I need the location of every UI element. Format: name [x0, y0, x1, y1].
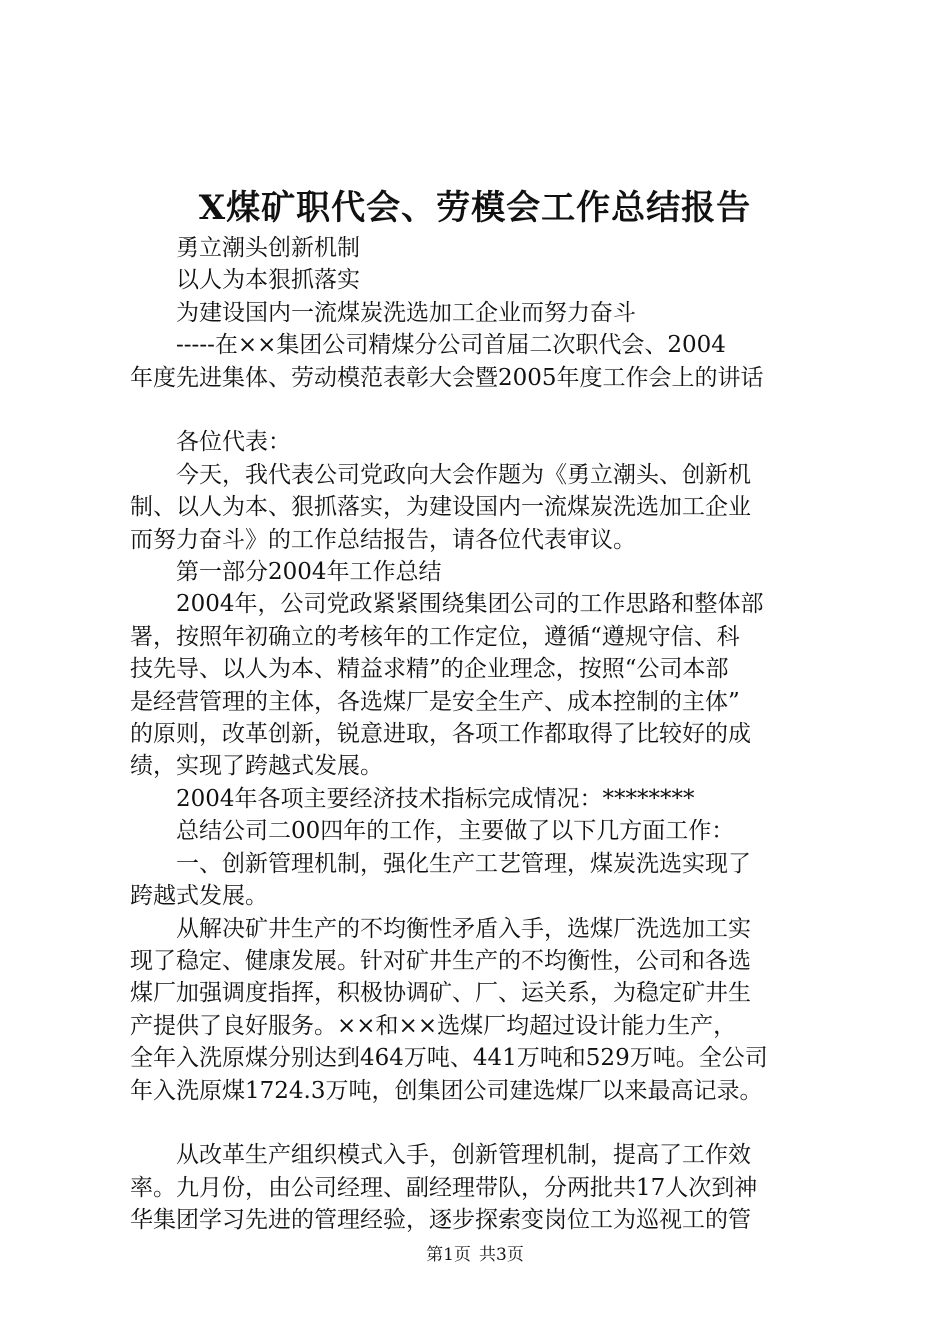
subtitle-line: 以人为本狠抓落实 [176, 267, 360, 294]
paragraph-line: 绩，实现了跨越式发展。 [130, 753, 383, 780]
byline-line: 年度先进集体、劳动模范表彰大会暨2005年度工作会上的讲话 [130, 364, 764, 391]
subtitle-line: 勇立潮头创新机制 [176, 235, 360, 261]
blank-line [130, 1107, 830, 1139]
paragraph-line: 华集团学习先进的管理经验，逐步探索变岗位工为巡视工的管 [130, 1207, 751, 1234]
paragraph-line: 署，按照年初确立的考核年的工作定位，遵循“遵规守信、科 [130, 623, 740, 650]
salutation: 各位代表： [176, 429, 291, 456]
paragraph-line: 煤厂加强调度指挥，积极协调矿、厂、运关系，为稳定矿井生 [130, 980, 751, 1007]
paragraph-line: 技先导、以人为本、精益求精”的企业理念，按照“公司本部 [130, 656, 729, 683]
page-number: 第1页 [426, 1245, 471, 1265]
paragraph-line: 现了稳定、健康发展。针对矿井生产的不均衡性，公司和各选 [130, 947, 751, 974]
section-heading: 第一部分2004年工作总结 [176, 559, 442, 586]
paragraph-line: 从解决矿井生产的不均衡性矛盾入手，选煤厂洗选加工实 [176, 915, 751, 942]
paragraph-line: 率。九月份，由公司经理、副经理带队，分两批共17人次到神 [130, 1174, 758, 1201]
document-title: X煤矿职代会、劳模会工作总结报告 [198, 188, 752, 228]
paragraph-line: 是经营管理的主体，各选煤厂是安全生产、成本控制的主体” [130, 688, 740, 715]
paragraph-line: 而努力奋斗》的工作总结报告，请各位代表审议。 [130, 526, 636, 553]
paragraph-line: 的原则，改革创新，锐意进取，各项工作都取得了比较好的成 [130, 721, 751, 748]
summary-line: 总结公司二00四年的工作，主要做了以下几方面工作： [176, 818, 735, 845]
paragraph-line: 今天，我代表公司党政向大会作题为《勇立潮头、创新机 [176, 461, 751, 488]
paragraph-line: 年入洗原煤1724.3万吨，创集团公司建选煤厂以来最高记录。 [130, 1077, 763, 1104]
paragraph-line: 制、以人为本、狠抓落实，为建设国内一流煤炭洗选加工企业 [130, 494, 751, 521]
document-body [130, 232, 830, 1237]
indicators-line: 2004年各项主要经济技术指标完成情况：******** [176, 785, 695, 812]
point-heading: 跨越式发展。 [130, 883, 268, 910]
point-heading: 一、创新管理机制，强化生产工艺管理，煤炭洗选实现了 [176, 850, 751, 877]
paragraph-line: 2004年，公司党政紧紧围绕集团公司的工作思路和整体部 [176, 591, 764, 618]
paragraph-line: 从改革生产组织模式入手，创新管理机制，提高了工作效 [176, 1142, 751, 1169]
byline-line: -----在××集团公司精煤分公司首届二次职代会、2004 [176, 332, 726, 359]
paragraph-line: 全年入洗原煤分别达到464万吨、441万吨和529万吨。全公司 [130, 1045, 768, 1072]
page-total: 共3页 [479, 1245, 524, 1265]
paragraph-line: 产提供了良好服务。××和××选煤厂均超过设计能力生产， [130, 1012, 737, 1039]
subtitle-line: 为建设国内一流煤炭洗选加工企业而努力奋斗 [176, 299, 636, 326]
page-footer [0, 1243, 950, 1267]
blank-line [130, 394, 830, 426]
